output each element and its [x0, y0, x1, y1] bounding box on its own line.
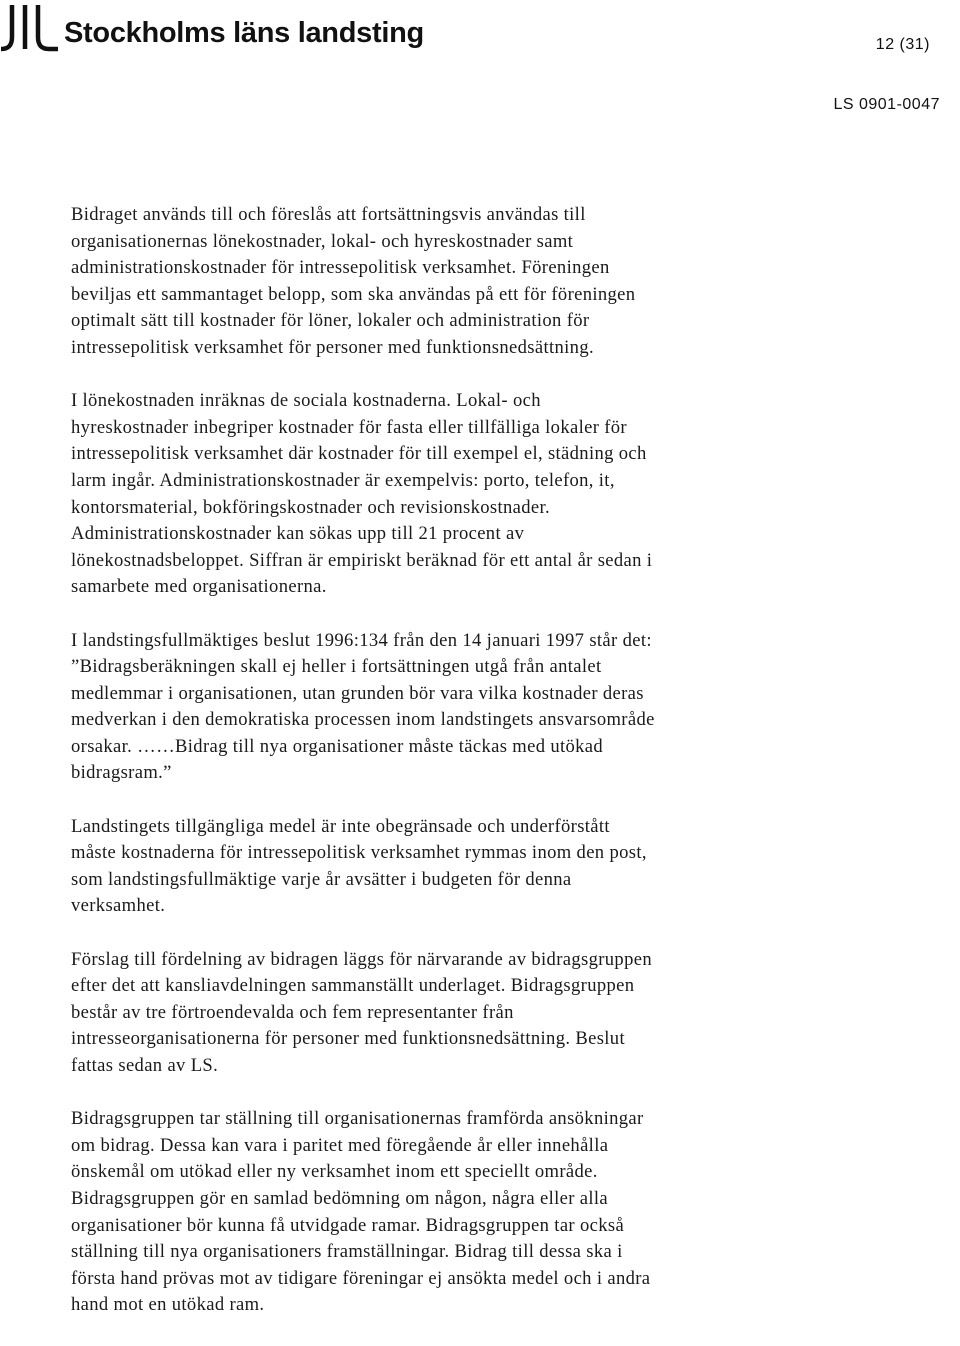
- sll-logo-mark-icon: [0, 3, 60, 53]
- document-body: [71, 202, 771, 1346]
- paragraph-cost-definitions: I lönekostnaden inräknas de sociala kostnaderna. Lokal- och hyreskostnader inbegriper kostnader för fasta eller tillfälliga lokaler för intressepolitisk verksamhet där kostnader för till exempel el, städning och larm ingår. Administrationskostnader är exempelvis: porto, telefon, it, kontorsmaterial, bokföringskostnader och revisionskostnader. Administrationskostnader kan sökas upp till 21 procent av lönekostnadsbeloppet. Siffran är empiriskt beräknad för ett antal år sedan i samarbete med organisationerna.: [71, 390, 653, 598]
- paragraph-allocation-proposal: Förslag till fördelning av bidragen läggs för närvarande av bidragsgruppen efter det att kansliavdelningen sammanställt underlaget. Bidragsgruppen består av tre förtroendevalda och fem representanter från intresseorganisationerna för personer med funktionsnedsättning. Beslut fattas sedan av LS.: [71, 948, 652, 1076]
- page-number: 12 (31): [875, 36, 930, 53]
- paragraph-available-funds: Landstingets tillgängliga medel är inte obegränsade och underförstått måste kostnaderna för intressepolitisk verksamhet rymmas inom den post, som landstingsfullmäktige varje år avsätter i budgeten för denna verksamhet.: [71, 815, 647, 917]
- paragraph-grant-group-assessment: Bidragsgruppen tar ställning till organisationernas framförda ansökningar om bidrag. Dessa kan vara i paritet med föregående år eller innehålla önskemål om utökad eller ny verksamhet inom ett speciellt område. Bidragsgruppen gör en samlad bedömning om någon, några eller alla organisationer bör kunna få utvidgade ramar. Bidragsgruppen tar också ställning till nya organisationers framställningar. Bidrag till dessa ska i första hand prövas mot av tidigare föreningar ej ansökta medel och i andra hand mot en utökad ram.: [71, 1108, 651, 1316]
- document-reference: LS 0901-0047: [833, 96, 940, 113]
- logo-wordmark: Stockholms läns landsting: [64, 16, 424, 49]
- paragraph-council-decision: I landstingsfullmäktiges beslut 1996:134 från den 14 januari 1997 står det: ”Bidragsberäkningen skall ej heller i fortsättningen utgå från antalet medlemmar i organisationen, utan grunden bör vara vilka kostnader deras medverkan i den demokratiska processen inom landstingets ansvarsområde orsakar. ……Bidrag till nya organisationer måste täckas med utökad bidragsram.”: [71, 629, 655, 784]
- sll-logo: [0, 0, 424, 56]
- paragraph-grant-usage: Bidraget används till och föreslås att fortsättningsvis användas till organisationernas lönekostnader, lokal- och hyreskostnader samt administrationskostnader för intressepolitisk verksamhet. Föreningen beviljas ett sammantaget belopp, som ska användas på ett för föreningen optimalt sätt till kostnader för löner, lokaler och administration för intressepolitisk verksamhet för personer med funktionsnedsättning.: [71, 204, 636, 358]
